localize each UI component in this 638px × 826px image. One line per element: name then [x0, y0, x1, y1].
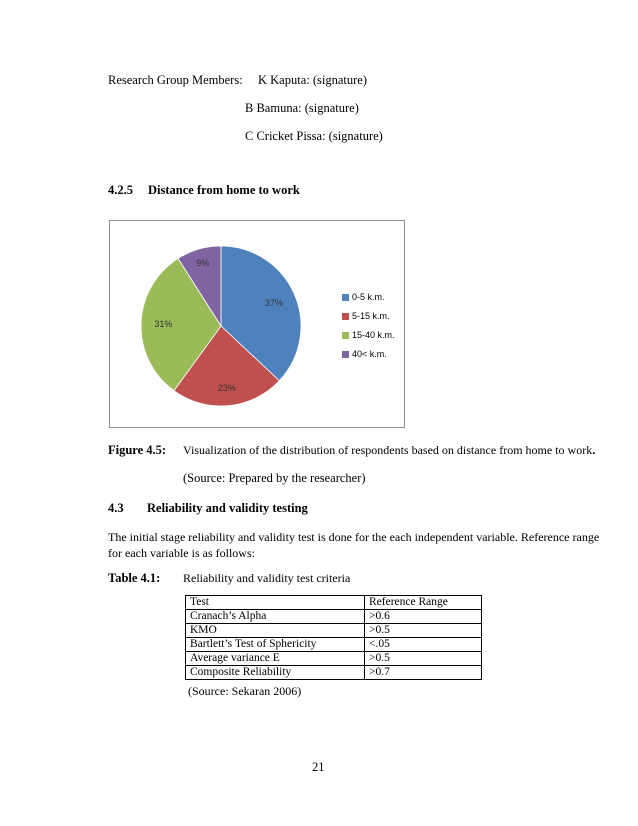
table-row	[186, 638, 482, 652]
table-cell-test: Bartlett’s Test of Sphericity	[186, 638, 365, 652]
page-number: 21	[312, 760, 325, 774]
signature-member-1: K Kaputa: (signature)	[258, 73, 367, 87]
table-caption: Reliability and validity test criteria	[183, 571, 351, 585]
section-43-para-line-1: The initial stage reliability and validity test is done for the each independent variable. Reference range	[108, 530, 600, 544]
table-cell-range: >0.5	[365, 624, 482, 638]
table-label: Table 4.1:	[108, 571, 161, 585]
table-header-range: Reference Range	[365, 596, 482, 610]
legend-item-0	[342, 292, 385, 302]
pie-label-5-15: 23%	[217, 383, 236, 394]
table-header-test: Test	[186, 596, 365, 610]
legend-item-1	[342, 311, 390, 321]
section-43-para-line-2: for each variable is as follows:	[108, 546, 255, 560]
table-cell-test: Composite Reliability	[186, 666, 365, 680]
signature-member-3: C Cricket Pissa: (signature)	[245, 129, 383, 143]
table-cell-test: Cranach’s Alpha	[186, 610, 365, 624]
pie-label-40-plus: 9%	[196, 258, 210, 269]
table-header-row	[186, 596, 482, 610]
figure-label: Figure 4.5:	[108, 443, 167, 457]
table-cell-range: >0.5	[365, 652, 482, 666]
legend-label-1: 5-15 k.m.	[352, 311, 390, 321]
legend-swatch-0	[342, 294, 349, 301]
section-425-title: Distance from home to work	[148, 183, 300, 197]
section-43-number: 4.3	[108, 501, 124, 515]
table-cell-test: Average variance E	[186, 652, 365, 666]
legend-label-3: 40< k.m.	[352, 349, 387, 359]
table-row	[186, 610, 482, 624]
legend-item-3	[342, 349, 387, 359]
pie-label-15-40: 31%	[154, 319, 173, 330]
table-row	[186, 624, 482, 638]
figure-caption	[183, 443, 595, 458]
table-cell-range: >0.6	[365, 610, 482, 624]
legend-label-2: 15-40 k.m.	[352, 330, 395, 340]
legend-swatch-1	[342, 313, 349, 320]
legend-label-0: 0-5 k.m.	[352, 292, 385, 302]
legend-swatch-3	[342, 351, 349, 358]
signature-member-2: B Bamuna: (signature)	[245, 101, 359, 115]
criteria-table	[185, 595, 482, 680]
section-43-title: Reliability and validity testing	[147, 501, 308, 515]
figure-source: (Source: Prepared by the researcher)	[183, 471, 366, 485]
table-cell-range: >0.7	[365, 666, 482, 680]
table-row	[186, 652, 482, 666]
table-source: (Source: Sekaran 2006)	[188, 684, 302, 698]
signature-label: Research Group Members:	[108, 73, 243, 87]
legend-item-2	[342, 330, 395, 340]
figure-caption-text: Visualization of the distribution of respondents based on distance from home to work	[183, 443, 593, 457]
pie-chart	[109, 220, 405, 428]
pie-label-0-5: 37%	[264, 298, 283, 309]
section-425-number: 4.2.5	[108, 183, 133, 197]
figure-caption-period: .	[592, 443, 596, 457]
pie-chart-svg	[110, 221, 404, 427]
table-cell-range: <.05	[365, 638, 482, 652]
table-row	[186, 666, 482, 680]
table-cell-test: KMO	[186, 624, 365, 638]
legend-swatch-2	[342, 332, 349, 339]
